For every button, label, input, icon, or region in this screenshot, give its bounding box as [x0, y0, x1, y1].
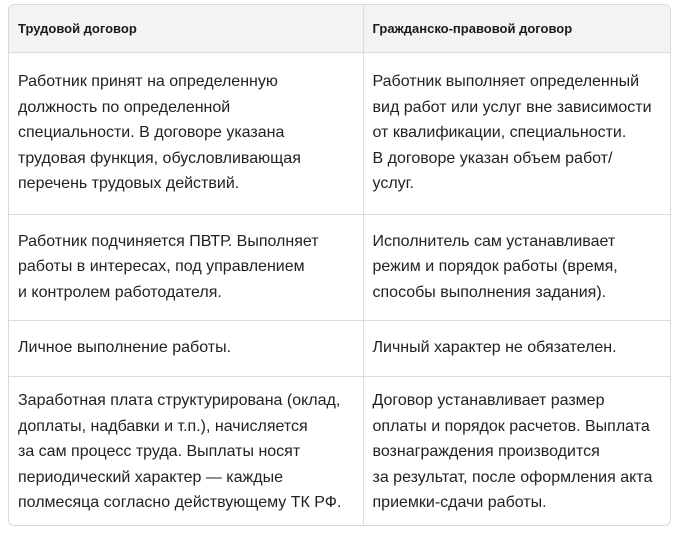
table-cell [363, 214, 670, 320]
cell-text: Личное выполнение работы. [18, 339, 232, 357]
table-cell [363, 320, 670, 376]
table-row [9, 320, 670, 376]
header-employment-contract: Трудовой договор [9, 5, 363, 52]
table-row [9, 376, 670, 526]
cell-text: Договор устанавливает размер оплаты и порядок расчетов. Выплата вознаграждения производится за результат, после оформления акта приемки-сдачи работы. [372, 392, 653, 511]
table-cell [363, 376, 670, 526]
header-civil-contract: Гражданско-правовой договор [363, 5, 670, 52]
comparison-table-container [8, 4, 671, 526]
table-cell [9, 214, 363, 320]
cell-text: Личный характер не обязателен. [372, 339, 617, 357]
table-cell [9, 52, 363, 214]
cell-text: Работник подчиняется ПВТР. Выполняет работы в интересах, под управлением и контролем работодателя. [18, 232, 319, 301]
table-cell [9, 376, 363, 526]
table-row [9, 52, 670, 214]
table-header-row [9, 5, 670, 52]
table-cell [363, 52, 670, 214]
cell-text: Заработная плата структурирована (оклад, доплаты, надбавки и т.п.), начисляется за сам процесс труда. Выплаты носят периодический характер — каждые полмесяца согласно действующему ТК РФ. [18, 392, 342, 511]
table-row [9, 214, 670, 320]
comparison-table [9, 5, 670, 526]
table-cell [9, 320, 363, 376]
cell-text: Работник принят на определенную должность по определенной специальности. В договоре указана трудовая функция, обусловливающая перечень трудовых действий. [18, 73, 301, 193]
cell-text: Работник выполняет определенный вид работ или услуг вне зависимости от квалификации, специальности. В договоре указан объем работ/ услуг. [372, 73, 652, 193]
cell-text: Исполнитель сам устанавливает режим и порядок работы (время, способы выполнения задания). [372, 232, 618, 301]
